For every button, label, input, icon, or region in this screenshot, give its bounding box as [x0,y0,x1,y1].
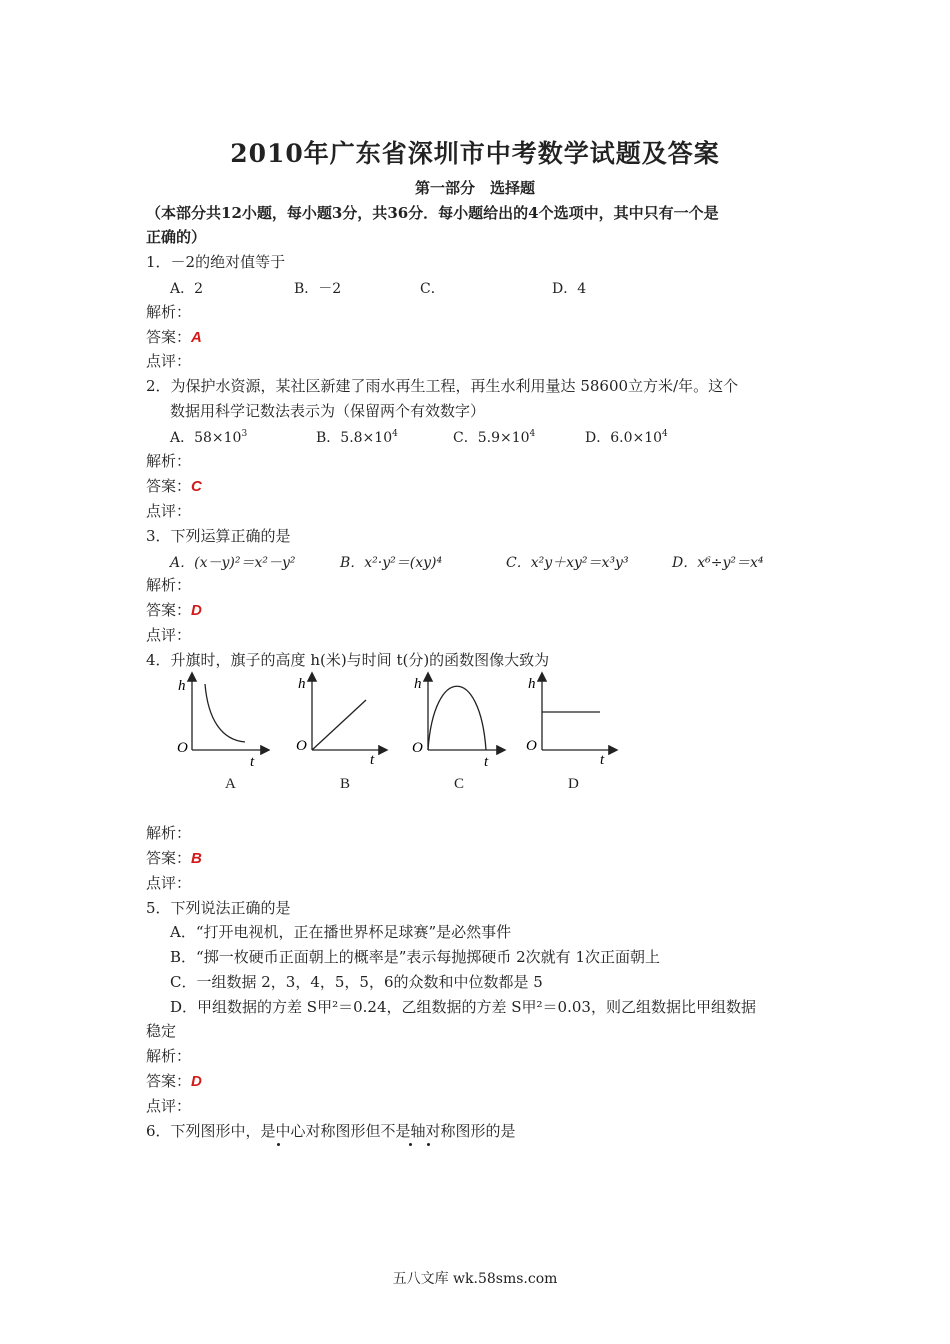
q2-option-c-exp: 4 [529,429,536,439]
q4-graph-label-b: B [340,776,351,792]
q3-stem: 3．下列运算正确的是 [146,527,291,545]
q5-option-a: A．“打开电视机，正在播世界杯足球赛”是必然事件 [170,923,512,941]
q2-option-b [316,427,398,447]
emphasis-dot [427,1143,430,1146]
q3-answer-label: 答案： [146,601,192,619]
q1-option-c: C． [420,281,445,297]
q4-graph-label-d: D [568,776,579,792]
q3-comment-label: 点评： [146,626,192,644]
q5-comment-label: 点评： [146,1097,192,1115]
q4-graph-c-t: t [484,754,489,770]
q2-answer-row [146,476,202,497]
q4-graph-c-h: h [414,676,422,692]
q2-analysis-label: 解析： [146,452,192,470]
q3-option-a: A．(x－y)²＝x²－y² [170,555,296,571]
q2-answer-value: C [191,478,202,495]
q2-option-a [170,427,247,447]
q4-analysis-label: 解析： [146,824,192,842]
q2-option-a-exp: 3 [241,429,248,439]
q4-graph-c [408,670,508,774]
q4-graph-a-t: t [250,754,255,770]
q4-graph-d-h: h [528,676,536,692]
q5-answer-row [146,1071,202,1092]
q4-graph-a-h: h [178,678,186,694]
q5-answer-label: 答案： [146,1072,192,1090]
q4-comment-label: 点评： [146,874,192,892]
q4-graph-b-h: h [298,676,306,692]
q2-option-d [585,427,668,447]
instructions-line-1: （本部分共12小题，每小题3分，共36分．每小题给出的4个选项中，其中只有一个是 [146,204,719,222]
q2-stem-line-2: 数据用科学记数法表示为（保留两个有效数字） [170,402,486,420]
q3-analysis-label: 解析： [146,576,192,594]
q2-option-b-exp: 4 [392,429,398,439]
q4-graph-label-a: A [225,776,236,792]
q2-option-c-label: C．5.9×10 [453,430,530,446]
q4-answer-row [146,848,202,869]
q1-answer-label: 答案： [146,328,192,346]
footer-watermark: 五八文库 wk.58sms.com [392,1271,558,1287]
q4-stem: 4．升旗时，旗子的高度 h(米)与时间 t(分)的函数图像大致为 [146,651,550,669]
q3-answer-row [146,600,202,621]
q4-graph-b-t: t [370,752,375,768]
q2-option-c [453,427,535,447]
q4-graph-a-origin: O [177,740,188,756]
q5-stem: 5．下列说法正确的是 [146,899,291,917]
q2-stem-line-1: 2．为保护水资源，某社区新建了雨水再生工程，再生水利用量达 58600立方米/年。这个 [146,377,739,395]
part-title: 第一部分 选择题 [414,179,535,197]
emphasis-dot [277,1143,280,1146]
q2-option-d-label: D．6.0×10 [585,430,663,446]
q3-answer-value: D [191,602,202,619]
q2-option-d-exp: 4 [662,429,668,439]
q3-option-c: C．x²y＋xy²＝x³y³ [506,555,629,571]
q4-graph-c-curve [428,686,486,750]
q5-answer-value: D [191,1073,202,1090]
q4-graph-d-origin: O [526,738,537,754]
q4-graph-b [290,670,390,774]
q4-graph-a [172,670,272,774]
q5-option-b: B．“掷一枚硬币正面朝上的概率是”表示每抛掷硬币 2次就有 1次正面朝上 [170,948,660,966]
document-title: 2010年广东省深圳市中考数学试题及答案 [230,139,720,168]
q1-option-b: B．－2 [294,281,342,297]
q4-graph-b-origin: O [296,738,307,754]
q4-graph-a-curve [205,684,245,742]
q4-graph-c-origin: O [412,740,423,756]
q1-comment-label: 点评： [146,352,192,370]
q2-option-b-label: B．5.8×10 [316,430,393,446]
q1-analysis-label: 解析： [146,303,192,321]
q4-graph-label-c: C [454,776,465,792]
q1-stem: 1．－2的绝对值等于 [146,253,286,271]
q5-option-d-line-1: D．甲组数据的方差 S甲²＝0.24，乙组数据的方差 S甲²＝0.03，则乙组数据比甲组数据 [170,998,756,1016]
q5-option-d-line-2: 稳定 [146,1022,177,1040]
q3-option-b: B．x²·y²＝(xy)⁴ [340,555,443,571]
q2-option-a-label: A．58×10 [170,430,242,446]
q5-option-c: C．一组数据 2，3，4，5，5，6的众数和中位数都是 5 [170,973,543,991]
q2-comment-label: 点评： [146,502,192,520]
q5-analysis-label: 解析： [146,1047,192,1065]
q2-answer-label: 答案： [146,477,192,495]
q4-graph-d-t: t [600,752,605,768]
q1-option-a: A．2 [170,281,204,297]
q1-answer-value: A [191,329,202,346]
q4-graph-b-line [312,700,366,750]
q4-answer-label: 答案： [146,849,192,867]
q4-graph-d [522,670,622,774]
instructions-line-2: 正确的） [146,228,207,246]
q6-stem: 6．下列图形中，是中心对称图形但不是轴对称图形的是 [146,1122,516,1140]
q4-answer-value: B [191,850,202,867]
q1-answer-row [146,327,202,348]
q3-option-d: D．x⁶÷y²＝x⁴ [672,555,764,571]
q1-option-d: D．4 [552,281,587,297]
emphasis-dot [409,1143,412,1146]
